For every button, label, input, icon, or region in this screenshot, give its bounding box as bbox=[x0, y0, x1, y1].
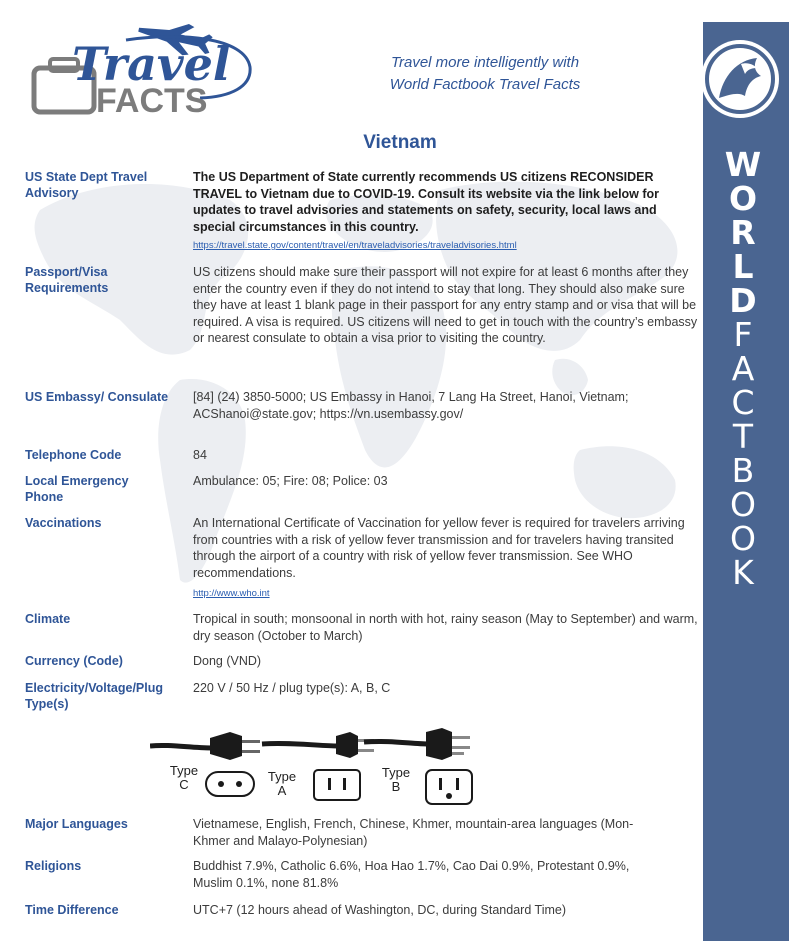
languages-text: Vietnamese, English, French, Chinese, Khmer, mountain-area languages (Mon-Khmer and Malayo-Polynesian) bbox=[193, 817, 634, 848]
plug-b-type-word: Type bbox=[381, 765, 411, 780]
sidebar-letter: C bbox=[731, 383, 755, 422]
world-factbook-vertical-text bbox=[712, 145, 774, 592]
sidebar-letter: B bbox=[731, 451, 755, 490]
travel-facts-logo bbox=[30, 12, 260, 122]
plug-a-type-word: Type bbox=[267, 769, 297, 784]
eagle-icon bbox=[701, 40, 779, 118]
emergency-label: Local Emergency Phone bbox=[25, 474, 129, 504]
religions-label: Religions bbox=[25, 859, 82, 873]
climate-text: Tropical in south; monsoonal in north with hot, rainy season (May to September) and warm, dry season (October to March) bbox=[193, 612, 698, 643]
sidebar-letter: W bbox=[724, 145, 762, 184]
vaccinations-link[interactable]: http://www.who.int bbox=[193, 588, 270, 599]
sidebar-letter: R bbox=[730, 213, 756, 252]
sidebar-letter: O bbox=[730, 485, 756, 524]
sidebar-letter: T bbox=[732, 417, 754, 456]
sidebar-letter: O bbox=[730, 519, 756, 558]
eagle-emblem bbox=[701, 40, 779, 118]
advisory-link[interactable]: https://travel.state.gov/content/travel/en/traveladvisories/traveladvisories.html bbox=[193, 240, 517, 251]
embassy-label: US Embassy/ Consulate bbox=[25, 390, 169, 404]
climate-label: Climate bbox=[25, 612, 71, 626]
logo-word-travel: Travel bbox=[72, 37, 231, 91]
telephone-label: Telephone Code bbox=[25, 448, 122, 462]
plug-c-label bbox=[162, 764, 206, 792]
time-text: UTC+7 (12 hours ahead of Washington, DC, during Standard Time) bbox=[193, 903, 566, 917]
tagline-line-2: World Factbook Travel Facts bbox=[389, 76, 581, 93]
telephone-text: 84 bbox=[193, 448, 207, 462]
plug-b-letter: B bbox=[391, 779, 401, 794]
page-title: Vietnam bbox=[363, 132, 437, 153]
vaccinations-label: Vaccinations bbox=[25, 516, 102, 530]
plug-c-type-word: Type bbox=[169, 763, 199, 778]
religions-text: Buddhist 7.9%, Catholic 6.6%, Hoa Hao 1.7%, Cao Dai 0.9%, Protestant 0.9%, Muslim 0.1%, none 81.8% bbox=[193, 859, 630, 890]
vaccinations-text: An International Certificate of Vaccination for yellow fever is required for travelers arriving from countries with a risk of yellow fever transmission and for travelers having transited through the airport of a country with risk of yellow fever transmission. See WHO recommendations. bbox=[193, 516, 685, 580]
sidebar-letter: K bbox=[732, 553, 754, 592]
electricity-label: Electricity/Voltage/Plug Type(s) bbox=[25, 681, 164, 711]
plug-a-letter: A bbox=[277, 783, 287, 798]
languages-label: Major Languages bbox=[25, 817, 128, 831]
emergency-text: Ambulance: 05; Fire: 08; Police: 03 bbox=[193, 474, 388, 488]
advisory-text: The US Department of State currently recommends US citizens RECONSIDER TRAVEL to Vietnam due to COVID-19. Consult its website via the link below for updates to travel advisories and statements on safety, security, local laws and special circumstances in this country. bbox=[193, 170, 660, 234]
tagline-line-1: Travel more intelligently with bbox=[390, 54, 580, 71]
plug-a-label bbox=[262, 770, 302, 798]
sidebar-letter: L bbox=[732, 247, 754, 286]
passport-text: US citizens should make sure their passport will not expire for at least 6 months after they enter the country even if they do not intend to stay that long. They should also make sure they have at least 1 blank page in their passport for any entry stamp and or visa that will be required. A visa is required. US citizens will need to get in touch with the country’s embassy or nearest consulate to obtain a visa prior to visiting the country. bbox=[193, 265, 698, 345]
logo-word-facts: FACTS bbox=[96, 82, 208, 120]
electricity-text: 220 V / 50 Hz / plug type(s): A, B, C bbox=[193, 681, 391, 695]
currency-label: Currency (Code) bbox=[25, 654, 123, 668]
plug-c-letter: C bbox=[179, 777, 189, 792]
plug-b-label bbox=[374, 766, 418, 794]
sidebar-letter: A bbox=[731, 349, 755, 388]
advisory-label: US State Dept Travel Advisory bbox=[25, 170, 148, 200]
time-label: Time Difference bbox=[25, 903, 119, 917]
passport-label: Passport/Visa Requirements bbox=[25, 265, 109, 295]
tagline bbox=[330, 52, 640, 96]
embassy-text: [84] (24) 3850-5000; US Embassy in Hanoi, 7 Lang Ha Street, Hanoi, Vietnam; ACShanoi@state.gov; https://vn.usembassy.gov/ bbox=[193, 390, 629, 421]
sidebar-letter: O bbox=[728, 179, 758, 218]
sidebar-letter: D bbox=[729, 281, 757, 320]
currency-text: Dong (VND) bbox=[193, 654, 262, 668]
sidebar-letter: F bbox=[733, 315, 753, 354]
